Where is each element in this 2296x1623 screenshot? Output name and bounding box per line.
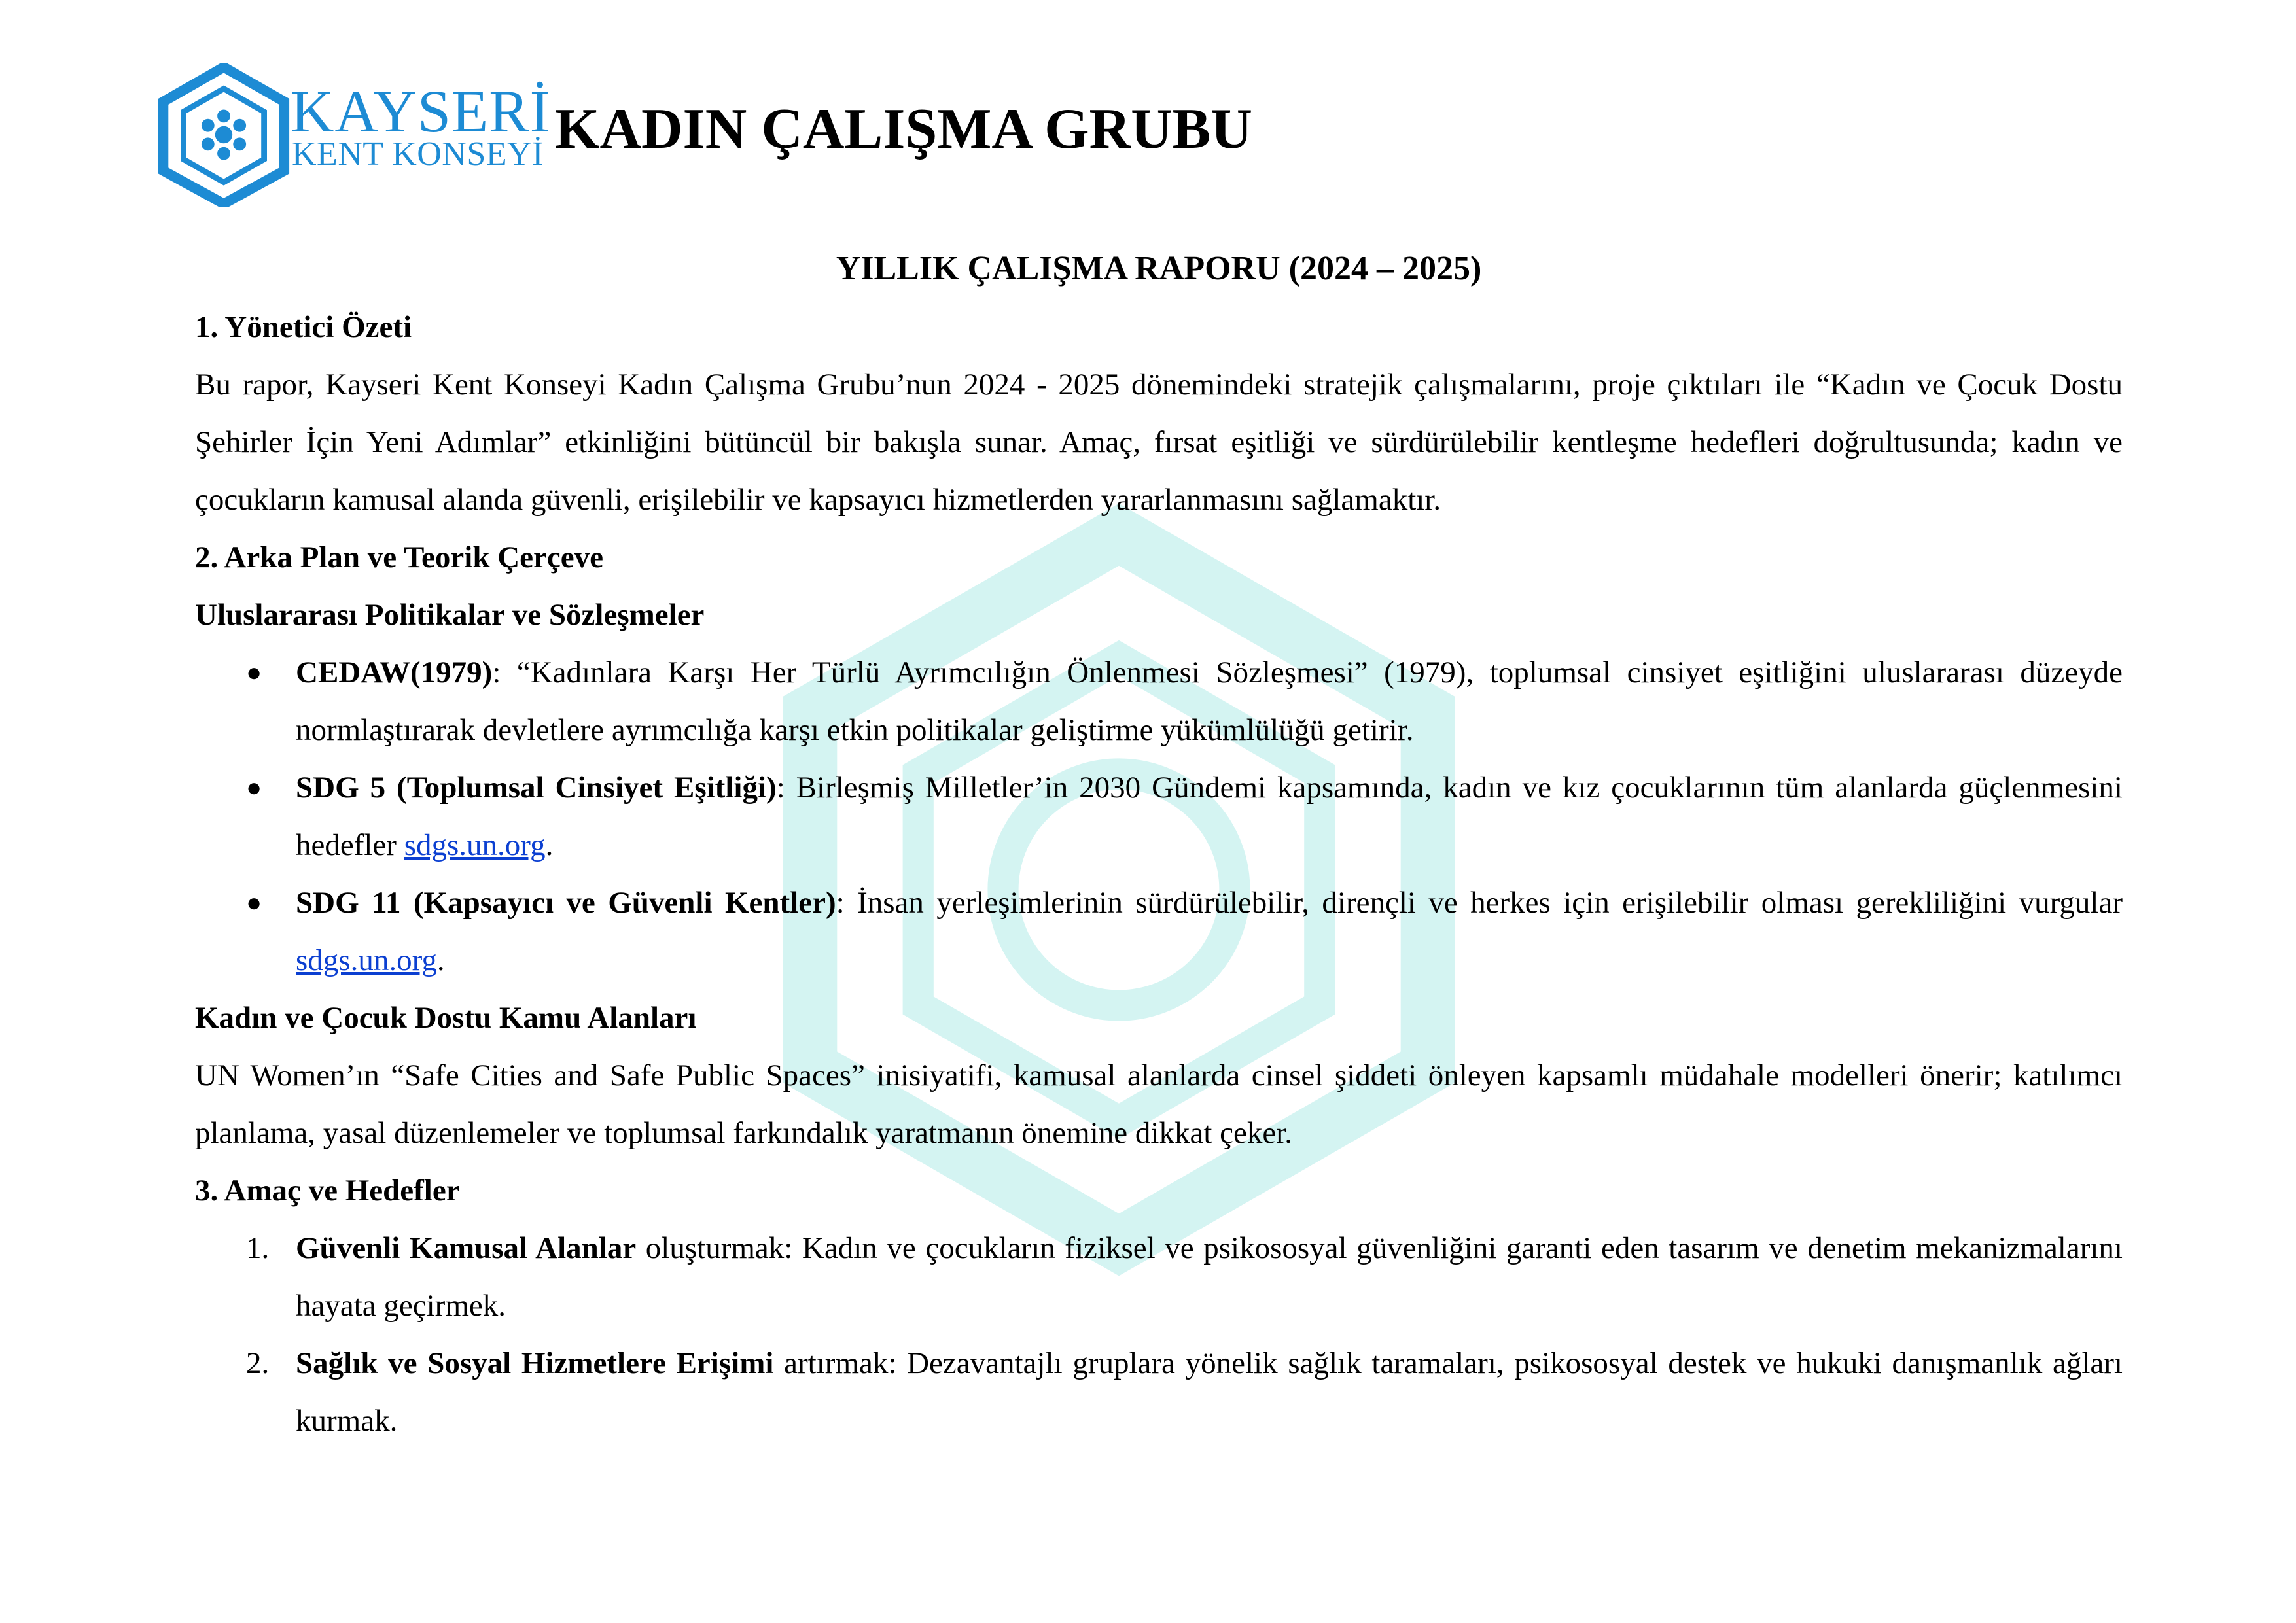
kayseri-logo-icon: [152, 63, 296, 207]
bullet-text: : İnsan yerleşimlerinin sürdürülebilir, dirençli ve herkes için erişilebilir olması gerekliliğini vurgular: [836, 886, 2123, 920]
goals-numbered-list: [195, 1219, 2123, 1450]
section3-heading: 3. Amaç ve Hedefler: [195, 1174, 460, 1208]
bullet-icon: ●: [246, 657, 262, 687]
bullet-suffix: .: [545, 828, 554, 862]
list-item: [195, 644, 2123, 759]
bullet-suffix: .: [436, 943, 445, 977]
sdgs-link[interactable]: sdgs.un.org: [296, 943, 437, 977]
list-item: [195, 1335, 2123, 1450]
section2-subheading-public-spaces: Kadın ve Çocuk Dostu Kamu Alanları: [195, 1001, 697, 1035]
list-number: 2.: [246, 1346, 270, 1380]
goal-term: Sağlık ve Sosyal Hizmetlere Erişimi: [296, 1346, 774, 1380]
bullet-text: : “Kadınlara Karşı Her Türlü Ayrımcılığın Önlenmesi Sözleşmesi” (1979), toplumsal cinsiyet eşitliğini uluslararası düzeyde normlaştırarak devletlere ayrımcılığa karşı etkin politikalar geliştirme yükümlülüğü getirir.: [296, 655, 2123, 747]
list-number: 1.: [246, 1231, 270, 1265]
goal-term: Güvenli Kamusal Alanlar: [296, 1231, 637, 1265]
goal-text: oluşturmak: Kadın ve çocukların fiziksel ve psikososyal güvenliğini garanti eden tasarım ve denetim mekanizmalarını hayata geçirmek.: [296, 1231, 2123, 1323]
section2-subheading-policies: Uluslararası Politikalar ve Sözleşmeler: [195, 598, 705, 632]
logo-subtitle: KENT KONSEYİ: [292, 135, 544, 173]
list-item: [195, 1219, 2123, 1335]
section1-heading: 1. Yönetici Özeti: [195, 310, 412, 344]
bullet-icon: ●: [246, 888, 262, 917]
bullet-text: : Birleşmiş Milletler’in 2030 Gündemi kapsamında, kadın ve kız çocuklarının tüm alanlarda güçlenmesini hedefler: [296, 771, 2123, 862]
policy-bullet-list: [195, 644, 2123, 989]
list-item: [195, 759, 2123, 874]
logo-title: KAYSERİ: [291, 78, 551, 145]
bullet-icon: ●: [246, 773, 262, 802]
section2-paragraph: UN Women’ın “Safe Cities and Safe Public Spaces” inisiyatifi, kamusal alanlarda cinsel şiddeti önleyen kapsamlı müdahale modelleri önerir; katılımcı planlama, yasal düzenlemeler ve toplumsal farkındalık yaratmanın önemine dikkat çeker.: [195, 1058, 2123, 1150]
section1-paragraph: Bu rapor, Kayseri Kent Konseyi Kadın Çalışma Grubu’nun 2024 - 2025 dönemindeki stratejik çalışmalarını, proje çıktıları ile “Kadın ve Çocuk Dostu Şehirler İçin Yeni Adımlar” etkinliğini bütüncül bir bakışla sunar. Amaç, fırsat eşitliği ve sürdürülebilir kentleşme hedefleri doğrultusunda; kadın ve çocukların kamusal alanda güvenli, erişilebilir ve kapsayıcı hizmetlerden yararlanmasını sağlamaktır.: [195, 368, 2123, 517]
bullet-term: CEDAW(1979): [296, 655, 493, 689]
sdgs-link[interactable]: sdgs.un.org: [404, 828, 546, 862]
list-item: [195, 874, 2123, 989]
bullet-term: SDG 11 (Kapsayıcı ve Güvenli Kentler): [296, 886, 836, 920]
group-title: KADIN ÇALIŞMA GRUBU: [555, 97, 1252, 161]
section2-heading: 2. Arka Plan ve Teorik Çerçeve: [195, 540, 603, 574]
bullet-term: SDG 5 (Toplumsal Cinsiyet Eşitliği): [296, 771, 777, 805]
report-title: YILLIK ÇALIŞMA RAPORU (2024 – 2025): [836, 250, 1482, 287]
document-content: [195, 239, 2123, 1450]
goal-text: artırmak: Dezavantajlı gruplara yönelik sağlık taramaları, psikososyal destek ve hukuki danışmanlık ağları kurmak.: [296, 1346, 2123, 1438]
